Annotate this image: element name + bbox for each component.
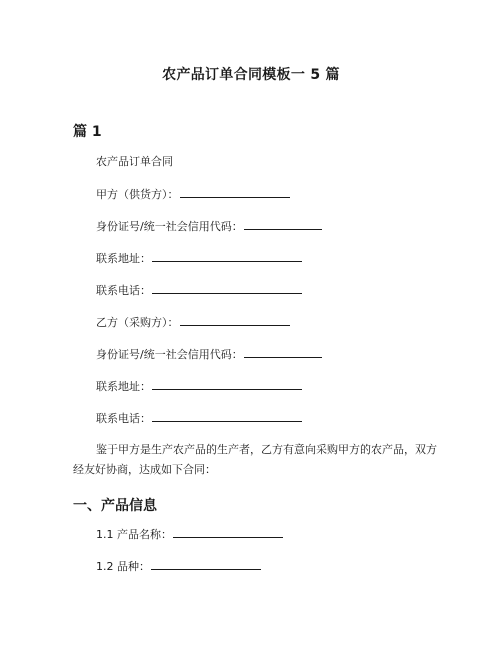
document-title: 农产品订单合同模板一 5 篇 [162,67,340,83]
party-a-id-line [96,219,322,234]
party-b-address-line [96,379,302,394]
party-a-phone-label: 联系电话： [96,284,151,297]
chapter-heading: 一、产品信息 [73,498,157,514]
party-b-phone-line [96,411,302,426]
party-b-phone-blank [152,411,302,422]
section-heading: 篇 1 [73,124,102,140]
party-b-id-label: 身份证号/统一社会信用代码： [96,348,243,361]
party-a-phone-line [96,283,302,298]
contract-title: 农产品订单合同 [96,155,173,168]
party-a-name-label: 甲方（供货方）： [96,188,179,201]
party-b-id-blank [244,347,322,358]
item-variety-label: 1.2 品种： [96,560,150,573]
party-b-address-label: 联系地址： [96,380,151,393]
party-b-address-blank [152,379,302,390]
party-a-name-line [96,187,290,202]
item-product-name-label: 1.1 产品名称： [96,528,172,541]
preamble-paragraph: 鉴于甲方是生产农产品的生产者，乙方有意向采购甲方的农产品，双方经友好协商，达成如下合同： [73,443,437,476]
party-b-id-line [96,347,322,362]
party-a-address-blank [152,251,302,262]
party-a-id-label: 身份证号/统一社会信用代码： [96,220,243,233]
party-a-id-blank [244,219,322,230]
party-b-name-blank [180,315,290,326]
party-a-name-blank [180,187,290,198]
item-variety-blank [151,559,261,570]
party-a-address-line [96,251,302,266]
item-product-name-blank [173,527,283,538]
party-a-phone-blank [152,283,302,294]
party-a-address-label: 联系地址： [96,252,151,265]
item-variety-line [96,559,261,574]
party-b-phone-label: 联系电话： [96,412,151,425]
party-b-name-label: 乙方（采购方）： [96,316,179,329]
item-product-name-line [96,527,283,542]
party-b-name-line [96,315,290,330]
